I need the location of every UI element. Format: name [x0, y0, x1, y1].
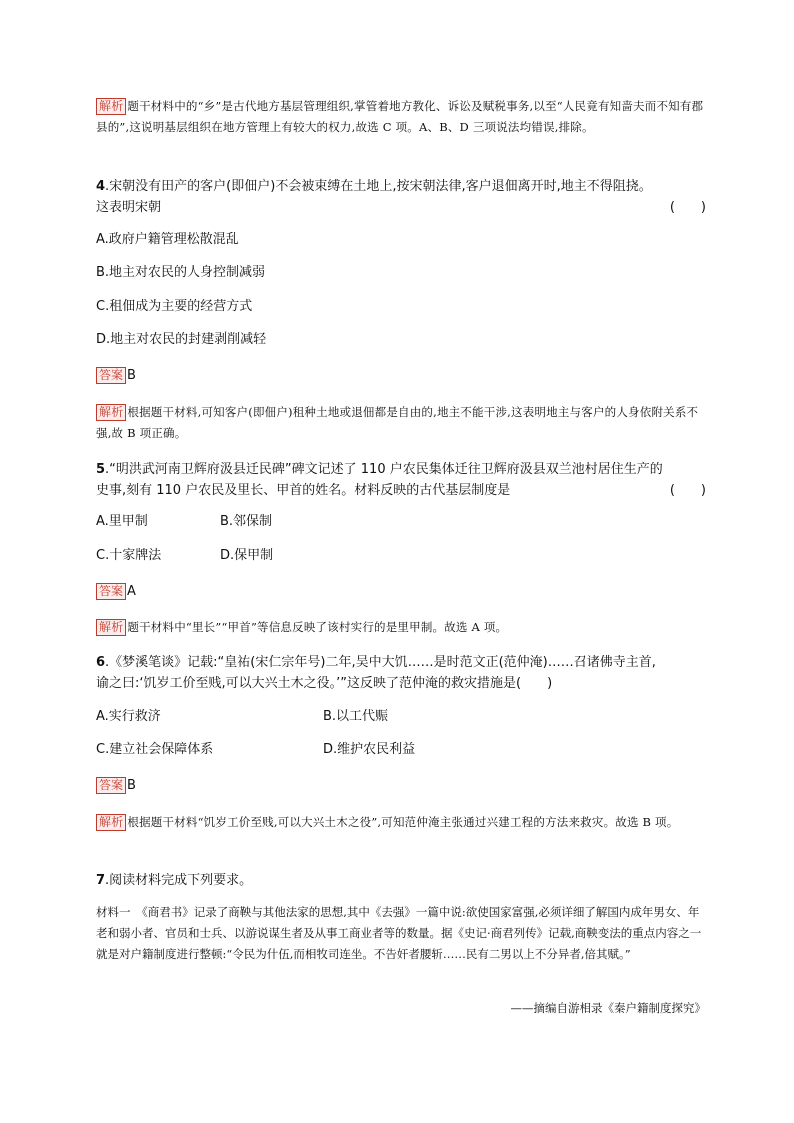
analysis-6: [96, 812, 706, 833]
question-text: .“明洪武河南卫辉府汲县迁民碑”碑文记述了 110 户农民集体迁往卫辉府汲县双兰池村居住生产的: [105, 462, 663, 477]
option-b: B.以工代赈: [323, 709, 389, 724]
question-number: 4: [96, 179, 106, 194]
answer-4: [96, 366, 706, 386]
question-text: .《梦溪笔谈》记载:“皇祐(宋仁宗年号)二年,吴中大饥……是时范文正(范仲淹)……召诸佛寺主首,: [105, 655, 656, 670]
answer-5: [96, 582, 706, 602]
material-1: 材料一 《商君书》记录了商鞅与其他法家的思想,其中《去强》一篇中说:欲使国家富强,必须详细了解国内成年男女、年老和弱小者、官员和士兵、以游说谋生者及从事工商业者等的数量。据《史记·商君列传》记载,商鞅变法的重点内容之一就是对户籍制度进行整顿:“令民为什伍,而相牧司连坐。不告奸者腰斩……民有二男以上不分异者,倍其赋。”: [96, 905, 702, 961]
question-text-cont: 谕之曰:‘饥岁工价至贱,可以大兴土木之役。’”这反映了范仲淹的救灾措施是( ): [96, 676, 553, 691]
question-5: [96, 459, 706, 501]
material-source: ——摘编自游相录《秦户籍制度探究》: [510, 1001, 706, 1015]
analysis-tag: 解析: [96, 814, 126, 831]
question-4: [96, 176, 706, 218]
option-d: D.维护农民利益: [323, 742, 416, 757]
answer-blank: ( ): [669, 200, 706, 215]
analysis-text: 根据题干材料,可知客户(即佃户)租种土地或退佃都是自由的,地主不能干涉,这表明地主与客户的人身依附关系不强,故 B 项正确。: [96, 405, 699, 440]
answer-tag: 答案: [96, 583, 126, 600]
answer-value: B: [127, 778, 136, 793]
answer-value: A: [127, 584, 136, 599]
analysis-4: [96, 402, 706, 444]
options-row-2: [96, 740, 706, 760]
analysis-tag: 解析: [96, 98, 126, 115]
option-a: A.政府户籍管理松散混乱: [96, 232, 239, 247]
answer-6: [96, 776, 706, 796]
answer-tag: 答案: [96, 367, 126, 384]
answer-tag: 答案: [96, 777, 126, 794]
option-d: D.地主对农民的封建剥削减轻: [96, 332, 267, 347]
options-row-1: [96, 512, 706, 532]
analysis-5: [96, 617, 706, 638]
question-number: 6: [96, 655, 106, 670]
option-b: B.邻保制: [220, 514, 273, 529]
option-d: D.保甲制: [220, 548, 274, 563]
question-7: [96, 870, 706, 891]
prev-analysis: [96, 96, 706, 138]
option-c: C.租佃成为主要的经营方式: [96, 299, 253, 314]
question-6: [96, 652, 706, 694]
option-a: A.实行救济: [96, 709, 161, 724]
analysis-tag: 解析: [96, 619, 126, 636]
option-a: A.里甲制: [96, 514, 148, 529]
option-b: B.地主对农民的人身控制减弱: [96, 265, 266, 280]
analysis-tag: 解析: [96, 404, 126, 421]
question-text: .宋朝没有田产的客户(即佃户)不会被束缚在土地上,按宋朝法律,客户退佃离开时,地主不得阻挠。: [105, 179, 652, 194]
analysis-text: 根据题干材料“饥岁工价至贱,可以大兴土木之役”,可知范仲淹主张通过兴建工程的方法来救灾。故选 B 项。: [127, 815, 679, 829]
options-row-2: [96, 546, 706, 566]
answer-value: B: [127, 368, 136, 383]
question-number: 7: [96, 873, 106, 888]
question-text-cont: 这表明宋朝: [96, 200, 162, 215]
analysis-text: 题干材料中“里长”“甲首”等信息反映了该村实行的是里甲制。故选 A 项。: [127, 620, 508, 634]
question-text: .阅读材料完成下列要求。: [105, 873, 253, 888]
analysis-text: 题干材料中的“乡”是古代地方基层管理组织,掌管着地方教化、诉讼及赋税事务,以至“人民竟有知啬夫而不知有郡县的”,这说明基层组织在地方管理上有较大的权力,故选 C 项。A、B、D 三项说法均错误,排除。: [96, 99, 704, 134]
question-text-cont: 史事,刻有 110 户农民及里长、甲首的姓名。材料反映的古代基层制度是: [96, 483, 511, 498]
answer-blank: ( ): [669, 483, 706, 498]
question-number: 5: [96, 462, 106, 477]
options-row-1: [96, 707, 706, 727]
option-c: C.十家牌法: [96, 548, 162, 563]
option-c: C.建立社会保障体系: [96, 742, 214, 757]
